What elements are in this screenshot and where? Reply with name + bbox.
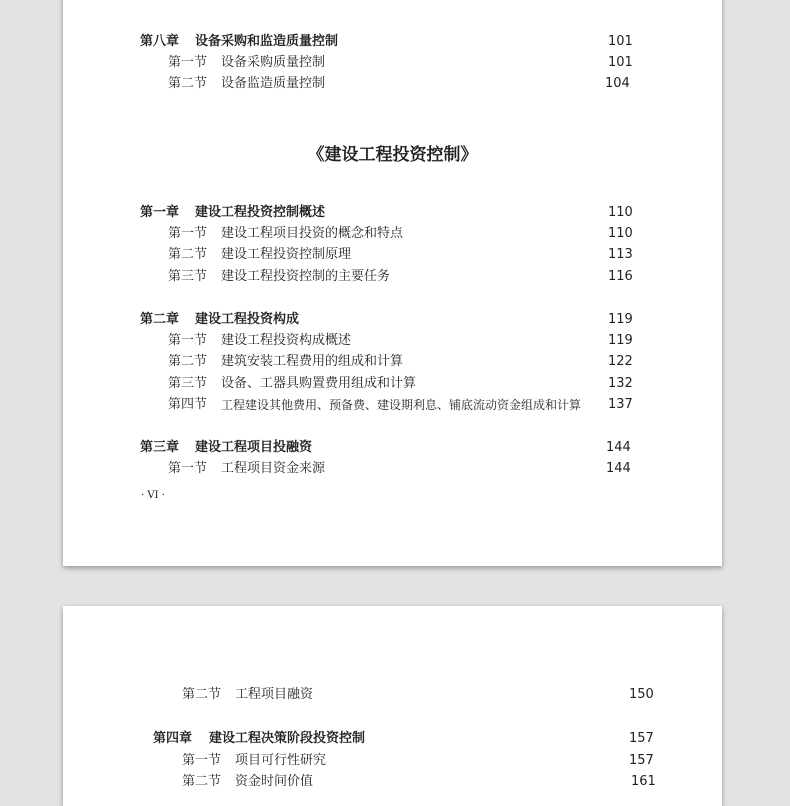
section-label: 第二节 bbox=[168, 354, 208, 369]
section-title bbox=[221, 0, 390, 3]
page-number: 119 bbox=[608, 333, 633, 348]
section-title: 建筑安装工程费用的组成和计算 bbox=[221, 354, 404, 369]
section-title: 项目可行性研究 bbox=[235, 753, 327, 768]
page-number: 113 bbox=[608, 247, 633, 262]
section-label: 第二节 bbox=[182, 687, 222, 702]
section-label: 第四节 bbox=[168, 397, 208, 412]
section-title: 设备、工器具购置费用组成和计算 bbox=[221, 376, 417, 391]
page-number: 144 bbox=[606, 461, 631, 476]
page-number: 119 bbox=[608, 312, 633, 327]
chapter-title: 建设工程项目投融资 bbox=[195, 440, 313, 455]
section-title: 资金时间价值 bbox=[235, 774, 314, 789]
section-label bbox=[168, 0, 207, 3]
page-number: 110 bbox=[608, 226, 633, 241]
page-number: 144 bbox=[606, 440, 631, 455]
chapter-title: 设备采购和监造质量控制 bbox=[195, 34, 339, 49]
chapter-label: 第二章 bbox=[140, 312, 180, 327]
section-label: 第三节 bbox=[168, 376, 208, 391]
section-label: 第一节 bbox=[168, 55, 208, 70]
page-number: 157 bbox=[629, 731, 654, 746]
chapter-title: 建设工程投资控制概述 bbox=[195, 205, 326, 220]
page-number bbox=[605, 0, 630, 3]
page-number: 104 bbox=[605, 76, 630, 91]
book-title: 《建设工程投资控制》 bbox=[307, 145, 478, 165]
page-number: 101 bbox=[608, 55, 633, 70]
toc-page-lower bbox=[63, 606, 722, 806]
section-title: 设备监造质量控制 bbox=[221, 76, 326, 91]
page-number: 132 bbox=[608, 376, 633, 391]
section-title: 建设工程项目投资的概念和特点 bbox=[221, 226, 404, 241]
section-title: 建设工程投资控制原理 bbox=[221, 247, 352, 262]
toc-page-upper bbox=[63, 0, 722, 566]
page-number: 101 bbox=[608, 34, 633, 49]
page-folio: · VI · bbox=[141, 490, 165, 501]
section-label: 第一节 bbox=[168, 461, 208, 476]
chapter-label: 第三章 bbox=[140, 440, 180, 455]
chapter-title: 建设工程投资构成 bbox=[195, 312, 300, 327]
section-label: 第二节 bbox=[168, 76, 208, 91]
page-number: 110 bbox=[608, 205, 633, 220]
chapter-label: 第八章 bbox=[140, 34, 180, 49]
page-number: 150 bbox=[629, 687, 654, 702]
section-title: 工程项目融资 bbox=[235, 687, 314, 702]
chapter-title: 建设工程决策阶段投资控制 bbox=[209, 731, 366, 746]
page-number: 116 bbox=[608, 269, 633, 284]
page-number: 161 bbox=[631, 774, 656, 789]
section-label: 第二节 bbox=[168, 247, 208, 262]
section-label: 第一节 bbox=[182, 753, 222, 768]
page-number: 122 bbox=[608, 354, 633, 369]
section-label: 第二节 bbox=[182, 774, 222, 789]
section-title: 设备采购质量控制 bbox=[221, 55, 326, 70]
section-title: 工程建设其他费用、预备费、建设期利息、铺底流动资金组成和计算 bbox=[221, 398, 582, 412]
section-title: 建设工程投资构成概述 bbox=[221, 333, 352, 348]
page-number: 137 bbox=[608, 397, 633, 412]
section-title: 建设工程投资控制的主要任务 bbox=[221, 269, 391, 284]
section-label: 第一节 bbox=[168, 333, 208, 348]
chapter-label: 第一章 bbox=[140, 205, 180, 220]
section-label: 第三节 bbox=[168, 269, 208, 284]
page-number: 157 bbox=[629, 753, 654, 768]
chapter-label: 第四章 bbox=[153, 731, 193, 746]
section-label: 第一节 bbox=[168, 226, 208, 241]
section-title: 工程项目资金来源 bbox=[221, 461, 326, 476]
